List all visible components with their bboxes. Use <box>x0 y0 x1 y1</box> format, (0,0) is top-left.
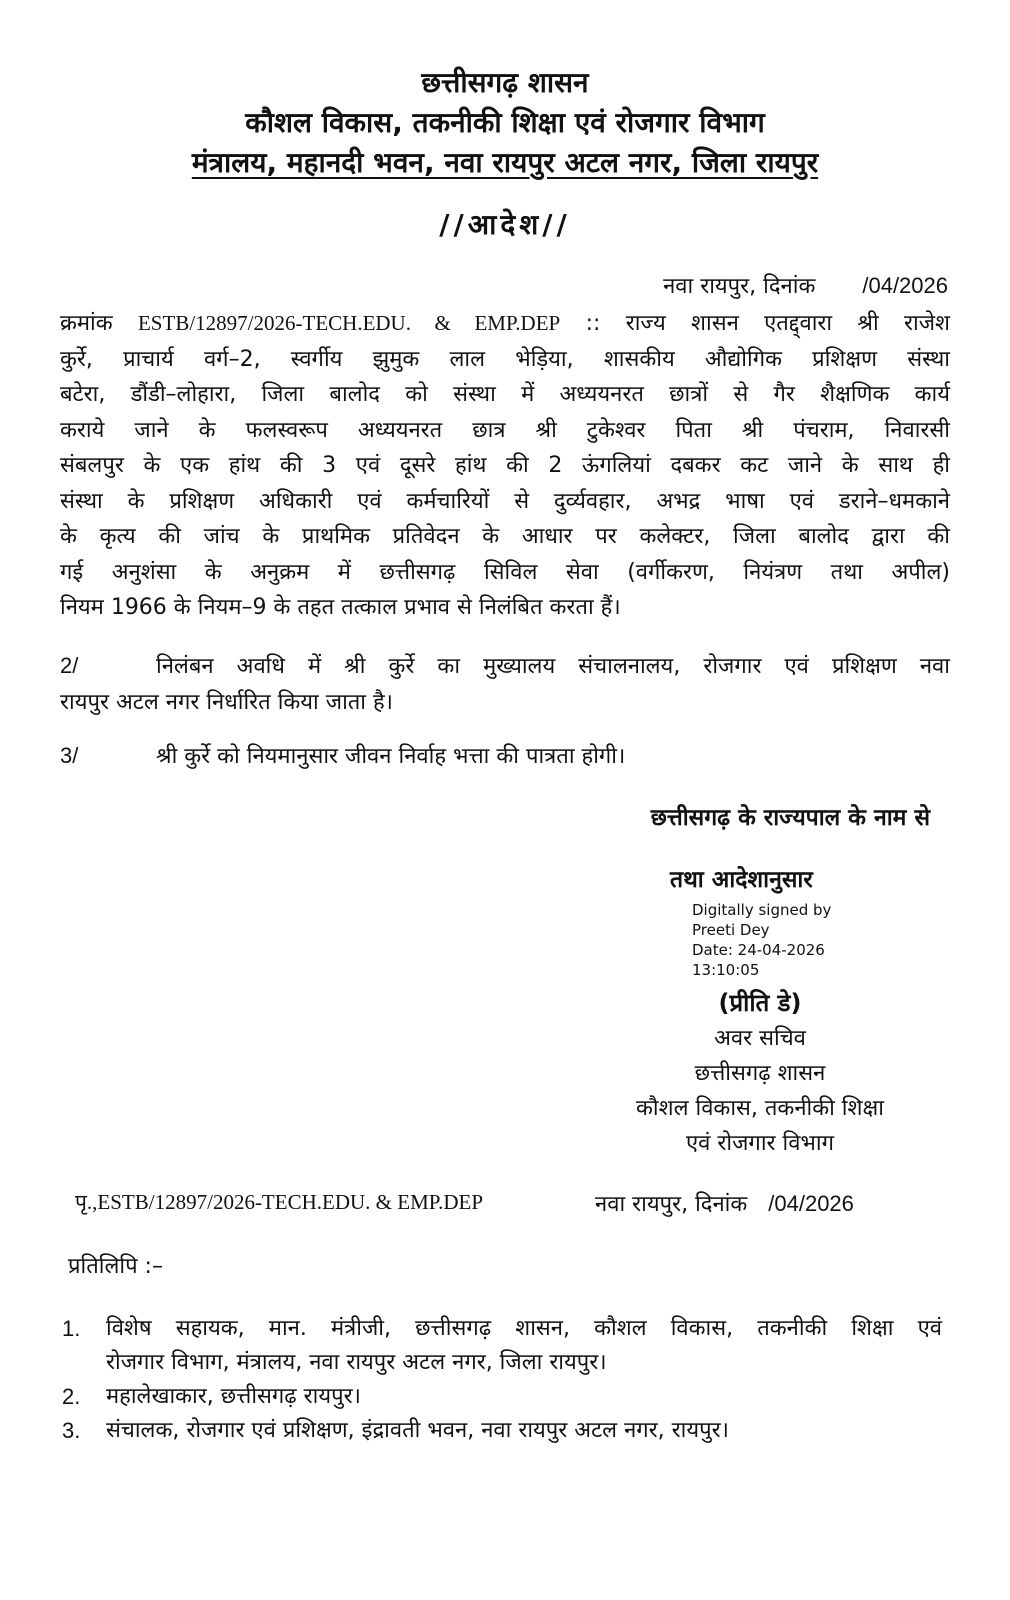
order-paragraph-1 <box>60 306 950 626</box>
paragraph-1-line <box>60 306 950 342</box>
order-title: //आदेश// <box>439 208 571 241</box>
endorsement-number-text: पृ.,ESTB/12897/2026-TECH.EDU. & EMP.DEP <box>75 1190 484 1214</box>
place-label: नवा रायपुर, दिनांक <box>663 274 816 299</box>
paragraph-1-line: संबलपुर के एक हांथ की 3 एवं दूसरे हांथ की 2 ऊंगलियां दबकर कट जाने के साथ ही <box>60 453 950 478</box>
order-paragraph-2 <box>60 648 950 721</box>
by-order-line: तथा आदेशानुसार <box>670 867 813 893</box>
list-item <box>62 1414 942 1448</box>
header-government: छत्तीसगढ़ शासन <box>421 66 589 99</box>
list-item-text: महालेखाकार, छत्तीसगढ़ रायपुर। <box>106 1384 361 1409</box>
list-item-text: रोजगार विभाग, मंत्रालय, नवा रायपुर अटल नगर, जिला रायपुर। <box>106 1350 607 1375</box>
paragraph-2-line: रायपुर अटल नगर निर्धारित किया जाता है। <box>60 690 394 715</box>
paragraph-1-line: के कृत्य की जांच के प्राथमिक प्रतिवेदन के आधार पर कलेक्टर, जिला बालोद द्वारा की <box>60 524 950 549</box>
paragraph-1-line: संस्था के प्रशिक्षण अधिकारी एवं कर्मचारियों से दुर्व्यवहार, अभद्र भाषा एवं डराने–धमकाने <box>60 488 950 514</box>
order-number: ESTB/12897/2026-TECH.EDU. & EMP.DEP <box>137 311 561 335</box>
header-department: कौशल विकास, तकनीकी शिक्षा एवं रोजगार विभाग <box>245 106 765 139</box>
list-item-number: 3. <box>62 1418 81 1443</box>
list-item-number: 1. <box>62 1316 81 1341</box>
copy-list <box>62 1312 942 1448</box>
paragraph-2-text: निलंबन अवधि में श्री कुर्रे का मुख्यालय संचालनालय, रोजगार एवं प्रशिक्षण नवा <box>156 654 950 679</box>
place-date <box>663 270 948 300</box>
header-address-text: मंत्रालय, महानदी भवन, नवा रायपुर अटल नगर, जिला रायपुर <box>191 146 819 179</box>
signatory-designation: अवर सचिव <box>714 1026 806 1051</box>
order-number-label: क्रमांक <box>60 311 113 336</box>
endorsement-place: नवा रायपुर, दिनांक <box>595 1192 748 1217</box>
digital-signature-line: Preeti Dey <box>692 921 770 939</box>
digital-signature <box>692 900 831 980</box>
copy-to-label: प्रतिलिपि :– <box>68 1254 163 1279</box>
header-address <box>0 143 1010 181</box>
list-item <box>62 1312 942 1380</box>
paragraph-3-text: श्री कुर्रे को नियमानुसार जीवन निर्वाह भत्ता की पात्रता होगी। <box>156 744 626 769</box>
digital-signature-line: Digitally signed by <box>692 901 832 919</box>
endorsement-place-date <box>595 1188 854 1218</box>
paragraph-1-line: बटेरा, डौंडी–लोहारा, जिला बालोद को संस्था में अध्ययनरत छात्रों से गैर शैक्षणिक कार्य <box>60 382 950 407</box>
paragraph-3-number: 3/ <box>60 743 79 768</box>
list-item-number: 2. <box>62 1384 81 1409</box>
digital-signature-line: 13:10:05 <box>692 961 760 979</box>
paragraph-1-opening: :: राज्य शासन एतद्द्वारा श्री राजेश <box>585 311 950 336</box>
paragraph-1-line: कराये जाने के फलस्वरूप अध्ययनरत छात्र श्री टुकेश्वर पिता श्री पंचराम, निवारसी <box>60 417 950 443</box>
order-date: /04/2026 <box>862 273 948 298</box>
digital-signature-line: Date: 24-04-2026 <box>692 941 825 959</box>
paragraph-2-number: 2/ <box>60 653 79 678</box>
signatory-office: एवं रोजगार विभाग <box>686 1131 834 1156</box>
paragraph-2-line <box>60 648 950 685</box>
list-item <box>62 1380 942 1414</box>
signatory-name: (प्रीति डे) <box>718 989 802 1017</box>
endorsement-number <box>75 1188 483 1216</box>
signatory-block <box>560 985 960 1161</box>
governor-name-line: छत्तीसगढ़ के राज्यपाल के नाम से <box>650 805 930 831</box>
paragraph-1-line: कुर्रे, प्राचार्य वर्ग–2, स्वर्गीय झुमुक लाल भेड़िया, शासकीय औद्योगिक प्रशिक्षण संस्था <box>60 346 950 372</box>
paragraph-1-line: गई अनुशंसा के अनुक्रम में छत्तीसगढ़ सिविल सेवा (वर्गीकरण, नियंत्रण तथा अपील) <box>60 559 950 585</box>
order-paragraph-3 <box>60 740 625 770</box>
endorsement-date: /04/2026 <box>768 1191 854 1216</box>
list-item-text: विशेष सहायक, मान. मंत्रीजी, छत्तीसगढ़ शासन, कौशल विकास, तकनीकी शिक्षा एवं <box>106 1316 942 1341</box>
signatory-office: कौशल विकास, तकनीकी शिक्षा <box>636 1096 884 1121</box>
signatory-office: छत्तीसगढ़ शासन <box>694 1061 826 1086</box>
list-item-text: संचालक, रोजगार एवं प्रशिक्षण, इंद्रावती भवन, नवा रायपुर अटल नगर, रायपुर। <box>106 1418 729 1443</box>
paragraph-1-line: नियम 1966 के नियम–9 के तहत तत्काल प्रभाव से निलंबित करता हैं। <box>60 595 621 620</box>
